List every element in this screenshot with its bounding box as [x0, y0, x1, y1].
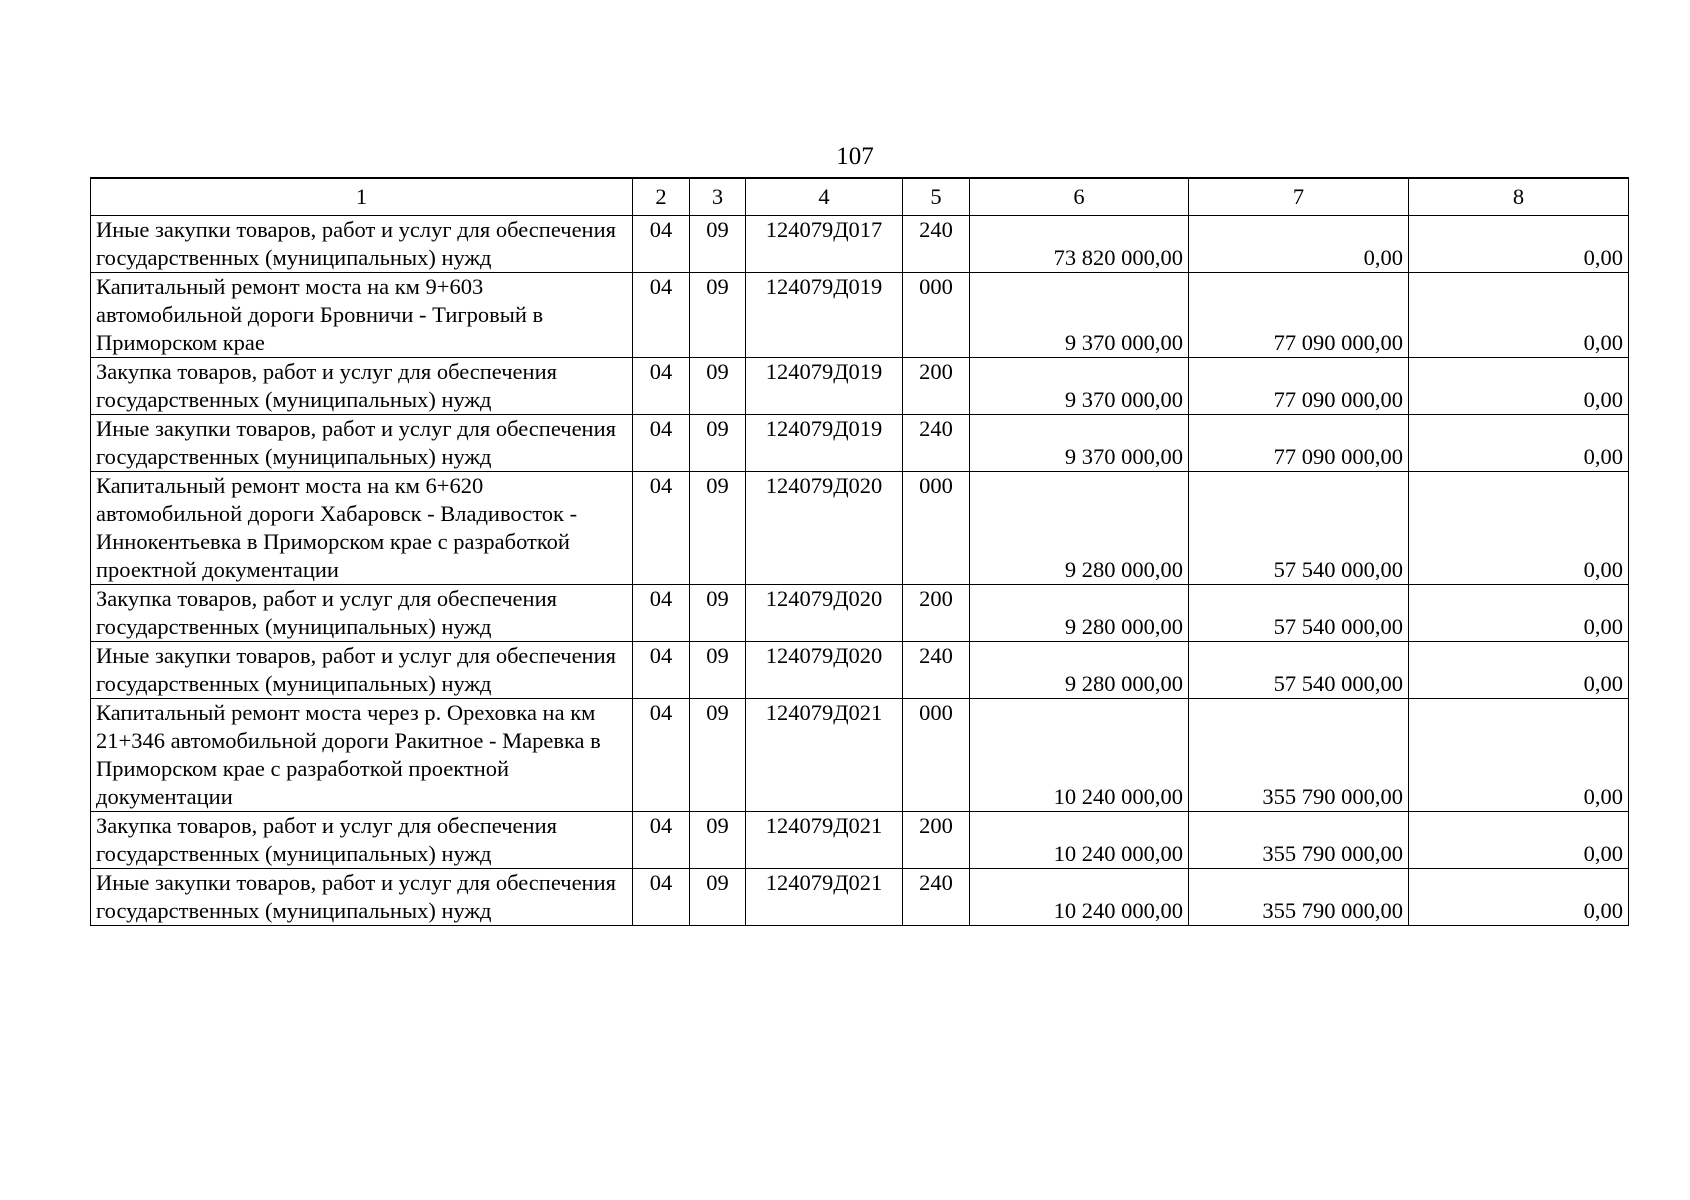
row-amount-7: 57 540 000,00 [1189, 472, 1409, 585]
row-amount-7: 355 790 000,00 [1189, 869, 1409, 926]
row-amount-8: 0,00 [1409, 812, 1629, 869]
row-section-code: 04 [633, 585, 690, 642]
row-name: Иные закупки товаров, работ и услуг для обеспечения государственных (муниципальных) нужд [91, 216, 633, 273]
row-amount-7: 77 090 000,00 [1189, 358, 1409, 415]
table-row [91, 415, 1629, 472]
row-target-code: 124079Д021 [746, 699, 903, 812]
table-row [91, 812, 1629, 869]
row-expense-type-code: 200 [903, 585, 970, 642]
row-name: Капитальный ремонт моста на км 9+603 автомобильной дороги Бровничи - Тигровый в Приморском крае [91, 273, 633, 358]
row-amount-8: 0,00 [1409, 273, 1629, 358]
row-amount-8: 0,00 [1409, 869, 1629, 926]
table-row [91, 358, 1629, 415]
table-header-row [91, 178, 1629, 216]
row-name: Закупка товаров, работ и услуг для обеспечения государственных (муниципальных) нужд [91, 585, 633, 642]
row-amount-6: 9 280 000,00 [970, 642, 1189, 699]
row-amount-8: 0,00 [1409, 216, 1629, 273]
table-row [91, 642, 1629, 699]
column-header-8: 8 [1409, 178, 1629, 216]
row-section-code: 04 [633, 216, 690, 273]
row-section-code: 04 [633, 273, 690, 358]
row-target-code: 124079Д020 [746, 642, 903, 699]
row-name: Закупка товаров, работ и услуг для обеспечения государственных (муниципальных) нужд [91, 358, 633, 415]
row-expense-type-code: 240 [903, 216, 970, 273]
row-target-code: 124079Д019 [746, 358, 903, 415]
page-number: 107 [836, 143, 874, 170]
row-subsection-code: 09 [690, 699, 746, 812]
row-section-code: 04 [633, 415, 690, 472]
table-row [91, 472, 1629, 585]
column-header-6: 6 [970, 178, 1189, 216]
row-amount-8: 0,00 [1409, 358, 1629, 415]
row-subsection-code: 09 [690, 585, 746, 642]
row-section-code: 04 [633, 358, 690, 415]
row-expense-type-code: 240 [903, 415, 970, 472]
row-amount-6: 73 820 000,00 [970, 216, 1189, 273]
row-subsection-code: 09 [690, 642, 746, 699]
row-amount-7: 57 540 000,00 [1189, 642, 1409, 699]
row-subsection-code: 09 [690, 869, 746, 926]
row-amount-6: 9 280 000,00 [970, 585, 1189, 642]
row-amount-7: 77 090 000,00 [1189, 415, 1409, 472]
table-row [91, 699, 1629, 812]
column-header-5: 5 [903, 178, 970, 216]
row-name: Иные закупки товаров, работ и услуг для обеспечения государственных (муниципальных) нужд [91, 642, 633, 699]
row-expense-type-code: 200 [903, 358, 970, 415]
row-expense-type-code: 240 [903, 642, 970, 699]
table-row [91, 869, 1629, 926]
budget-table [90, 177, 1629, 926]
row-amount-6: 9 370 000,00 [970, 415, 1189, 472]
row-amount-7: 0,00 [1189, 216, 1409, 273]
row-target-code: 124079Д019 [746, 273, 903, 358]
column-header-4: 4 [746, 178, 903, 216]
column-header-1: 1 [91, 178, 633, 216]
column-header-3: 3 [690, 178, 746, 216]
row-amount-6: 9 280 000,00 [970, 472, 1189, 585]
row-target-code: 124079Д021 [746, 869, 903, 926]
row-target-code: 124079Д020 [746, 585, 903, 642]
row-amount-6: 10 240 000,00 [970, 869, 1189, 926]
row-section-code: 04 [633, 812, 690, 869]
row-section-code: 04 [633, 699, 690, 812]
row-section-code: 04 [633, 642, 690, 699]
row-name: Иные закупки товаров, работ и услуг для обеспечения государственных (муниципальных) нужд [91, 869, 633, 926]
row-amount-6: 10 240 000,00 [970, 812, 1189, 869]
row-section-code: 04 [633, 472, 690, 585]
row-amount-7: 355 790 000,00 [1189, 699, 1409, 812]
row-amount-8: 0,00 [1409, 585, 1629, 642]
row-expense-type-code: 240 [903, 869, 970, 926]
row-amount-8: 0,00 [1409, 415, 1629, 472]
row-amount-8: 0,00 [1409, 699, 1629, 812]
row-target-code: 124079Д021 [746, 812, 903, 869]
row-target-code: 124079Д020 [746, 472, 903, 585]
table-row [91, 216, 1629, 273]
row-name: Иные закупки товаров, работ и услуг для обеспечения государственных (муниципальных) нужд [91, 415, 633, 472]
row-target-code: 124079Д019 [746, 415, 903, 472]
row-expense-type-code: 200 [903, 812, 970, 869]
row-expense-type-code: 000 [903, 699, 970, 812]
row-amount-7: 57 540 000,00 [1189, 585, 1409, 642]
table-row [91, 585, 1629, 642]
row-subsection-code: 09 [690, 216, 746, 273]
row-amount-7: 355 790 000,00 [1189, 812, 1409, 869]
table-row [91, 273, 1629, 358]
row-subsection-code: 09 [690, 415, 746, 472]
row-name: Капитальный ремонт моста через р. Ореховка на км 21+346 автомобильной дороги Ракитное - Маревка в Приморском крае с разработкой проектной документации [91, 699, 633, 812]
row-name: Закупка товаров, работ и услуг для обеспечения государственных (муниципальных) нужд [91, 812, 633, 869]
column-header-2: 2 [633, 178, 690, 216]
row-amount-7: 77 090 000,00 [1189, 273, 1409, 358]
row-amount-6: 9 370 000,00 [970, 358, 1189, 415]
row-expense-type-code: 000 [903, 472, 970, 585]
row-expense-type-code: 000 [903, 273, 970, 358]
row-amount-8: 0,00 [1409, 642, 1629, 699]
row-name: Капитальный ремонт моста на км 6+620 автомобильной дороги Хабаровск - Владивосток - Иннокентьевка в Приморском крае с разработкой проектной документации [91, 472, 633, 585]
row-subsection-code: 09 [690, 273, 746, 358]
row-subsection-code: 09 [690, 358, 746, 415]
row-subsection-code: 09 [690, 472, 746, 585]
row-target-code: 124079Д017 [746, 216, 903, 273]
row-amount-8: 0,00 [1409, 472, 1629, 585]
row-section-code: 04 [633, 869, 690, 926]
row-subsection-code: 09 [690, 812, 746, 869]
row-amount-6: 9 370 000,00 [970, 273, 1189, 358]
column-header-7: 7 [1189, 178, 1409, 216]
row-amount-6: 10 240 000,00 [970, 699, 1189, 812]
